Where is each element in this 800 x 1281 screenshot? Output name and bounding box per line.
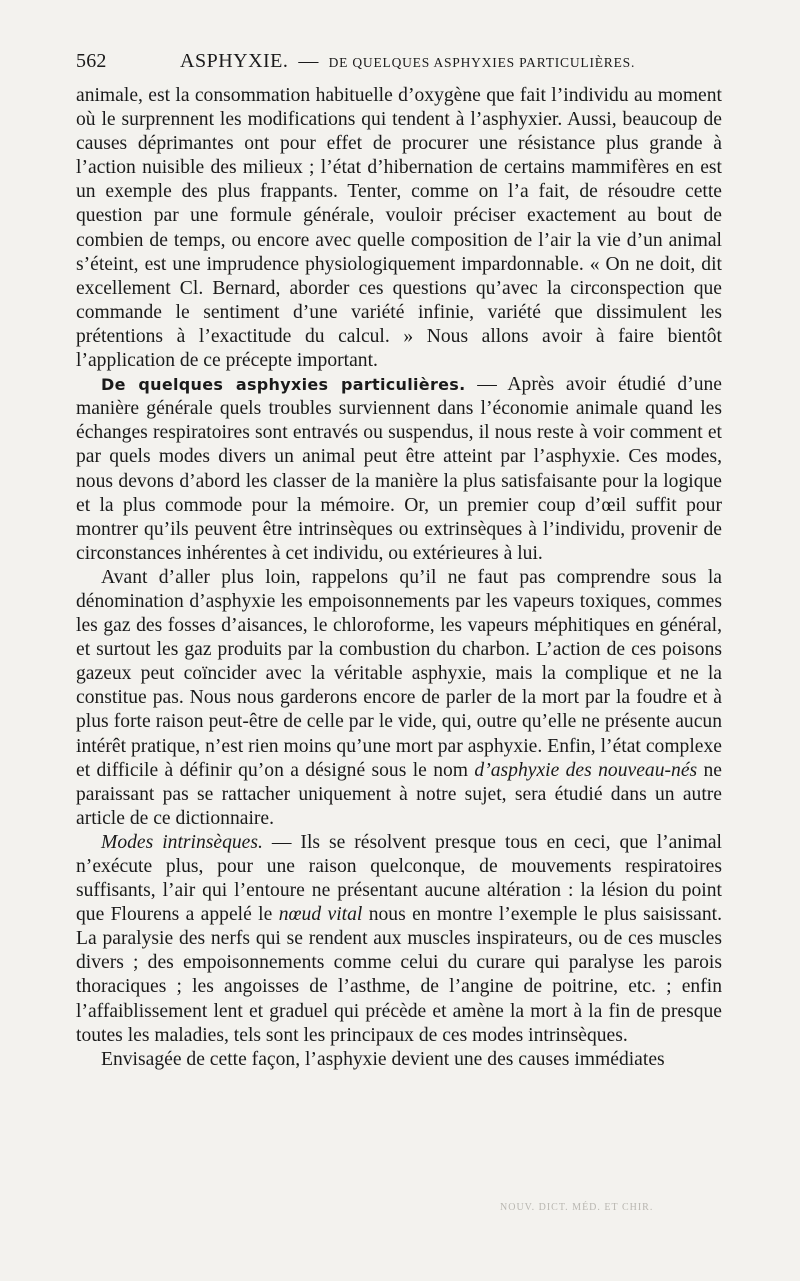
section-heading-asphyxies: De quelques asphyxies particulières. [101, 375, 466, 395]
paragraph-3-part-b: ne paraissant pas se rattacher uniquement à notre sujet, sera étudié dans un autre article de ce dictionnaire. [76, 759, 722, 829]
paragraph-1: animale, est la consommation habituelle d’oxygène que fait l’individu au moment où le surprennent les modifications qui tendent à l’asphyxier. Aussi, beaucoup de causes déprimantes ont pour effet de procurer une résistance plus grande à l’action nuisible des milieux ; l’état d’hibernation de certains mammifères en est un exemple des plus frappants. Tenter, comme on l’a fait, de résoudre cette question par une formule générale, vouloir préciser exactement au bout de combien de temps, ou encore avec quelle composition de l’air la vie d’un animal s’éteint, est une imprudence physiologiquement impardonnable. « On ne doit, dit excellement Cl. Bernard, aborder ces questions qu’avec la circonspection que commande le sentiment d’une variété infinie, variété que dissimulent les prétentions à l’exactitude du calcul. » Nous allons avoir à faire bientôt l’application de ce précepte important. [76, 85, 722, 372]
header-title: ASPHYXIE. [180, 50, 289, 72]
body-text [76, 84, 722, 1072]
paragraph-3 [76, 566, 722, 831]
running-header [76, 50, 722, 84]
italic-term-noeud-vital: nœud vital [278, 904, 363, 926]
section-heading-modes-intrinseques: Modes intrinsèques. [101, 831, 263, 853]
header-dash: — [298, 50, 319, 72]
footer-faded-text: NOUV. DICT. MÉD. ET CHIR. [500, 1202, 654, 1213]
page [76, 50, 722, 1072]
paragraph-4 [76, 831, 722, 1048]
paragraph-2 [76, 373, 722, 566]
paragraph-2-body: — Après avoir étudié d’une manière générale quels troubles surviennent dans l’économie animale quand les échanges respiratoires sont entravés ou suspendus, il nous reste à voir comment et par quels modes divers un animal peut être atteint par l’asphyxie. Ces modes, nous devons d’abord les classer de la manière la plus satisfaisante pour la logique et la plus commode pour la mémoire. Or, un premier coup d’œil suffit pour montrer qu’ils peuvent être intrinsèques ou extrinsèques à l’individu, provenir de circonstances inhérentes à cet individu, ou extérieures à lui. [76, 374, 722, 564]
paragraph-5: Envisagée de cette façon, l’asphyxie devient une des causes immédiates [101, 1048, 665, 1070]
paragraph-4-part-b: nous en montre l’exemple le plus saisissant. La paralysie des nerfs qui se rendent aux muscles inspirateurs, ou de ces muscles divers ; des empoisonnements comme celui du curare qui paralyse les parois thoraciques ; les angoisses de l’asthme, de l’angine de poitrine, etc. ; enfin l’affaiblissement lent et graduel qui précède et amène la mort à la fin de presque toutes les maladies, tels sont les principaux de ces modes intrinsèques. [76, 904, 722, 1046]
italic-term-nouveau-nes: d’asphyxie des nouveau-nés [474, 759, 698, 781]
paragraph-3-part-a: Avant d’aller plus loin, rappelons qu’il ne faut pas comprendre sous la dénomination d’asphyxie les empoisonnements par les vapeurs toxiques, commes les gaz des fosses d’aisances, le chloroforme, les vapeurs méphitiques en général, et surtout les gaz produits par la combustion du charbon. L’action de ces poisons gazeux peut coïncider avec la véritable asphyxie, mais la complique et ne la constitue pas. Nous nous garderons encore de parler de la mort par la foudre et à plus forte raison peut-être de celle par le vide, qui, outre qu’elle ne présente aucun intérêt pratique, n’est rien moins qu’une mort par asphyxie. Enfin, l’état complexe et difficile à définir qu’on a désigné sous le nom [76, 566, 722, 781]
paragraph-4-part-a: — Ils se résolvent presque tous en ceci, que l’animal n’exécute plus, pour une raison quelconque, de mouvements respiratoires suffisants, l’air qui l’entoure ne présentant aucune altération : la lésion du point que Flourens a appelé le [76, 831, 722, 926]
header-subtitle: DE QUELQUES ASPHYXIES PARTICULIÈRES. [328, 55, 636, 70]
page-number: 562 [76, 50, 107, 72]
